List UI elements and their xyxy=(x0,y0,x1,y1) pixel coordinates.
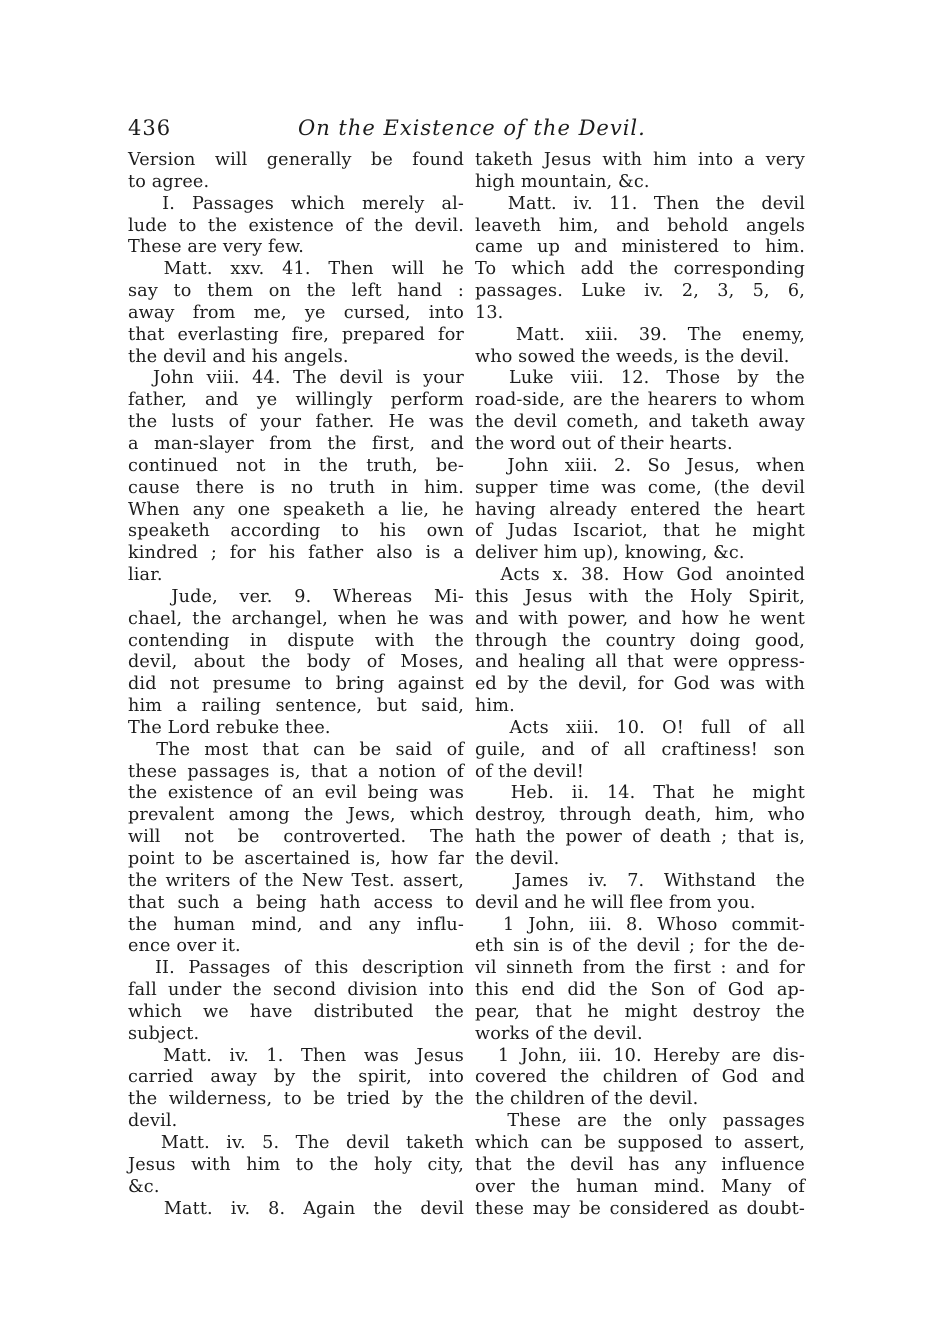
text-line: James iv. 7. Withstand the xyxy=(475,870,805,891)
text-line: the devil cometh, and taketh away xyxy=(475,412,805,433)
text-line: the word out of their hearts. xyxy=(475,433,733,454)
text-line: a man-slayer from the first, and xyxy=(128,433,464,454)
text-line: passages. Luke iv. 2, 3, 5, 6, xyxy=(475,281,805,302)
text-line: carried away by the spirit, into xyxy=(128,1067,464,1088)
text-line: Matt. iv. 11. Then the devil xyxy=(475,193,805,214)
text-line: this end did the Son of God ap- xyxy=(475,980,805,1001)
text-line: When any one speaketh a lie, he xyxy=(128,499,464,520)
text-line: ence over it. xyxy=(128,936,241,957)
text-line: John xiii. 2. So Jesus, when xyxy=(475,455,805,476)
text-line: pear, that he might destroy the xyxy=(475,1001,805,1022)
text-line: the devil. xyxy=(475,849,560,869)
text-line: fall under the second division into xyxy=(128,980,464,1001)
text-line: that such a being hath access to xyxy=(128,892,464,913)
text-line: The Lord rebuke thee. xyxy=(128,717,331,738)
text-line: Matt. iv. 1. Then was Jesus xyxy=(128,1045,464,1066)
text-line: that everlasting fire, prepared for xyxy=(128,324,464,345)
text-line: &c. xyxy=(128,1176,160,1197)
text-line: devil, about the body of Moses, xyxy=(128,652,464,673)
text-line: John viii. 44. The devil is your xyxy=(128,368,464,389)
text-line: the children of the devil. xyxy=(475,1089,699,1110)
text-line: him a railing sentence, but said, xyxy=(128,696,464,717)
text-line: Matt. xxv. 41. Then will he xyxy=(128,259,464,280)
text-line: Luke viii. 12. Those by the xyxy=(475,368,805,389)
text-line: devil and he will flee from you. xyxy=(475,892,756,913)
text-line: taketh Jesus with him into a very xyxy=(475,150,805,170)
text-line: of the devil! xyxy=(475,761,584,782)
text-line: over the human mind. Many of xyxy=(475,1176,805,1197)
text-line: high mountain, &c. xyxy=(475,171,650,192)
text-line: destroy, through death, him, who xyxy=(475,805,805,826)
left-text-column xyxy=(128,150,464,1220)
page-header xyxy=(128,112,808,146)
text-line: the lusts of your father. He was xyxy=(128,412,464,433)
text-line: The most that can be said of xyxy=(128,739,464,760)
text-line: ed by the devil, for God was with xyxy=(475,674,805,695)
text-line: who sowed the weeds, is the devil. xyxy=(475,346,790,367)
text-line: 13. xyxy=(475,302,504,323)
text-line: this Jesus with the Holy Spirit, xyxy=(475,586,805,607)
text-line: 1 John, iii. 8. Whoso commit- xyxy=(475,914,805,935)
text-line: say to them on the left hand : xyxy=(128,281,464,302)
text-line: lude to the existence of the devil. xyxy=(128,215,464,236)
page-number: 436 xyxy=(128,116,172,140)
text-line: Matt. xiii. 39. The enemy, xyxy=(475,324,805,345)
text-line: subject. xyxy=(128,1023,200,1044)
text-line: Version will generally be found xyxy=(128,150,464,170)
text-line: Jesus with him to the holy city, xyxy=(128,1154,464,1175)
text-line: that the devil has any influence xyxy=(475,1154,805,1175)
text-line: will not be controverted. The xyxy=(128,827,464,848)
text-line: deliver him up), knowing, &c. xyxy=(475,543,745,564)
text-line: him. xyxy=(475,696,515,717)
text-line: Acts xiii. 10. O! full of all xyxy=(475,717,805,738)
text-line: kindred ; for his father also is a xyxy=(128,543,464,564)
text-line: hath the power of death ; that is, xyxy=(475,827,805,848)
text-line: continued not in the truth, be- xyxy=(128,455,464,476)
right-text-column xyxy=(475,150,805,1220)
text-line: these may be considered as doubt- xyxy=(475,1198,805,1219)
text-line: the devil and his angels. xyxy=(128,346,349,367)
text-line: Matt. iv. 8. Again the devil xyxy=(128,1198,464,1219)
text-line: chael, the archangel, when he was xyxy=(128,608,464,629)
text-line: II. Passages of this description xyxy=(128,958,464,979)
text-line: contending in dispute with the xyxy=(128,630,464,651)
text-line: the existence of an evil being was xyxy=(128,783,464,804)
text-line: speaketh according to his own xyxy=(128,521,464,542)
text-line: cause there is no truth in him. xyxy=(128,477,464,498)
text-line: works of the devil. xyxy=(475,1023,643,1044)
text-line: and with power, and how he went xyxy=(475,608,805,629)
text-line: eth sin is of the devil ; for the de- xyxy=(475,936,805,957)
text-line: came up and ministered to him. xyxy=(475,237,805,258)
text-line: Matt. iv. 5. The devil taketh xyxy=(128,1132,464,1153)
text-line: devil. xyxy=(128,1111,178,1132)
text-line: did not presume to bring against xyxy=(128,674,464,695)
text-line: father, and ye willingly perform xyxy=(128,390,464,411)
text-line: of Judas Iscariot, that he might xyxy=(475,521,805,542)
text-line: 1 John, iii. 10. Hereby are dis- xyxy=(475,1045,805,1066)
text-line: which can be supposed to assert, xyxy=(475,1132,805,1153)
text-line: and healing all that were oppress- xyxy=(475,652,805,673)
text-line: these passages is, that a notion of xyxy=(128,761,464,782)
text-line: To which add the corresponding xyxy=(475,259,805,280)
text-line: Heb. ii. 14. That he might xyxy=(475,783,805,804)
text-line: These are the only passages xyxy=(475,1111,805,1132)
text-line: supper time was come, (the devil xyxy=(475,477,805,498)
text-line: to agree. xyxy=(128,171,210,192)
text-line: Jude, ver. 9. Whereas Mi- xyxy=(128,586,464,607)
running-title: On the Existence of the Devil. xyxy=(298,116,646,140)
text-line: These are very few. xyxy=(128,237,305,258)
text-line: liar. xyxy=(128,565,163,586)
text-line: Acts x. 38. How God anointed xyxy=(475,565,805,586)
text-line: vil sinneth from the first : and for xyxy=(475,958,805,979)
text-line: away from me, ye cursed, into xyxy=(128,302,464,323)
text-line: covered the children of God and xyxy=(475,1067,805,1088)
text-line: road-side, are the hearers to whom xyxy=(475,390,805,411)
text-line: point to be ascertained is, how far xyxy=(128,849,464,869)
text-line: the wilderness, to be tried by the xyxy=(128,1089,464,1110)
text-line: which we have distributed the xyxy=(128,1001,464,1022)
text-line: the writers of the New Test. assert, xyxy=(128,870,464,891)
text-line: I. Passages which merely al- xyxy=(128,193,464,214)
text-line: prevalent among the Jews, which xyxy=(128,805,464,826)
text-line: having already entered the heart xyxy=(475,499,805,520)
text-line: guile, and of all craftiness! son xyxy=(475,739,805,760)
text-line: through the country doing good, xyxy=(475,630,805,651)
text-line: leaveth him, and behold angels xyxy=(475,215,805,236)
text-line: the human mind, and any influ- xyxy=(128,914,464,935)
